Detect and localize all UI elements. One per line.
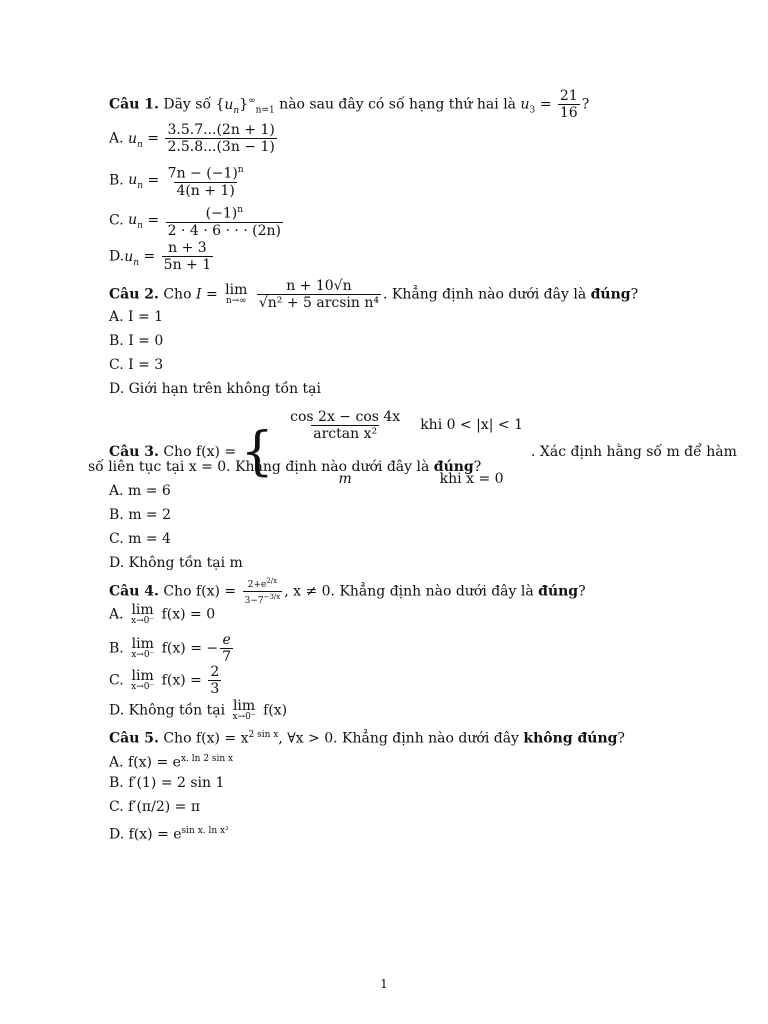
q5-stem: Câu 5. Cho $f(x) = x^{2 sin x}$, ∀x > 0. Khẳng định nào dưới đây không đúng? (109, 730, 625, 747)
q1-u3-fraction: $\frac{21}{16}$ (559, 88, 578, 121)
q5-option-c: C. f′(π/2) = π (109, 799, 201, 815)
q2-option-b: B. I = 0 (109, 333, 164, 349)
q4-title: Câu 4. (109, 583, 159, 600)
brace-symbol: { (240, 422, 274, 482)
q2-stem: Câu 2. Cho I = lim n→∞ $\frac{n + 10√n}{\text{√n² + 5 arcsin n⁴}}$ . Khẳng định nào dưới đây là đúng? (109, 278, 639, 311)
q3-title: Câu 3. (109, 444, 159, 460)
q3-stem-line2: số liên tục tại x = 0. Khẳng định nào dưới đây là đúng? (88, 459, 482, 475)
q3-option-b: B. m = 2 (109, 507, 172, 523)
q3-option-c: C. m = 4 (109, 531, 171, 547)
q1-option-d: $D.u_n$ = $\frac{n + 3}{5n + 1}$ (109, 240, 212, 273)
q3-piecewise: $\frac{\cos 2x - \cos 4x}{\text{arctan x²}}$ khi 0 < |x| < 1 m khi x = 0 (290, 408, 524, 487)
q4-stem: Câu 4. Cho f(x) = $\frac{2+e^{2/x}}{3-7^{-3/x}}$ , x ≠ 0. Khẳng định nào dưới đây là đúng? (109, 577, 586, 606)
q5-option-b: B. f′(1) = 2 sin 1 (109, 775, 225, 791)
q2-option-c: C. I = 3 (109, 357, 164, 373)
q2-option-d: D. Giới hạn trên không tồn tại (109, 381, 322, 397)
q3-option-a: A. m = 6 (109, 483, 171, 499)
q2-title: Câu 2. (109, 286, 159, 303)
q4-option-d: D. Không tồn tại lim x→0⁻ f(x) (109, 698, 288, 722)
q1-stem: Câu 1. Dãy số $\{u_n\}^\infty_{n=1}$ nào sau đây có số hạng thứ hai là $u_3$ = $\frac{21}{16}$ ? (109, 88, 590, 121)
q1-option-c: C. $u_n$ = $\frac{(-1)^n}{2 \cdot 4 \cdot 6 \cdot \cdot \cdot (2n)}$ (109, 205, 282, 239)
q4-option-c: C. lim x→0⁻ f(x) = $\frac{2}{3}$ (109, 664, 220, 697)
q5-title: Câu 5. (109, 730, 159, 747)
q3-option-d: D. Không tồn tại m (109, 555, 243, 571)
q1-option-a: A. $u_n$ = $\frac{3.5.7...(2n + 1)}{2.5.8...(3n - 1)}$ (109, 122, 275, 155)
q1-title: Câu 1. (109, 96, 159, 113)
q4-option-b: B. lim x→0⁻ f(x) = − $\frac{e}{7}$ (109, 632, 232, 665)
q5-option-d: D. $f(x) = e^{sin x. ln x^2}$ (109, 826, 229, 843)
page-number: 1 (380, 977, 388, 991)
q4-option-a: A. lim x→0⁻ f(x) = 0 (109, 602, 216, 626)
q5-option-a: A. $f(x) = e^{x. ln 2 sin x}$ (109, 754, 234, 771)
q2-option-a: A. I = 1 (109, 309, 164, 325)
q3-stem: Câu 3. Cho f(x) = { $\frac{\cos 2x - \cos 4x}{\text{arctan x²}}$ khi 0 < |x| < 1 m khi x = 0 . Xác định hằng số m để hàm (109, 398, 737, 506)
q1-option-b: B. $u_n$ = $\frac{7n - (-1)^n}{4(n + 1)}$ (109, 165, 244, 199)
